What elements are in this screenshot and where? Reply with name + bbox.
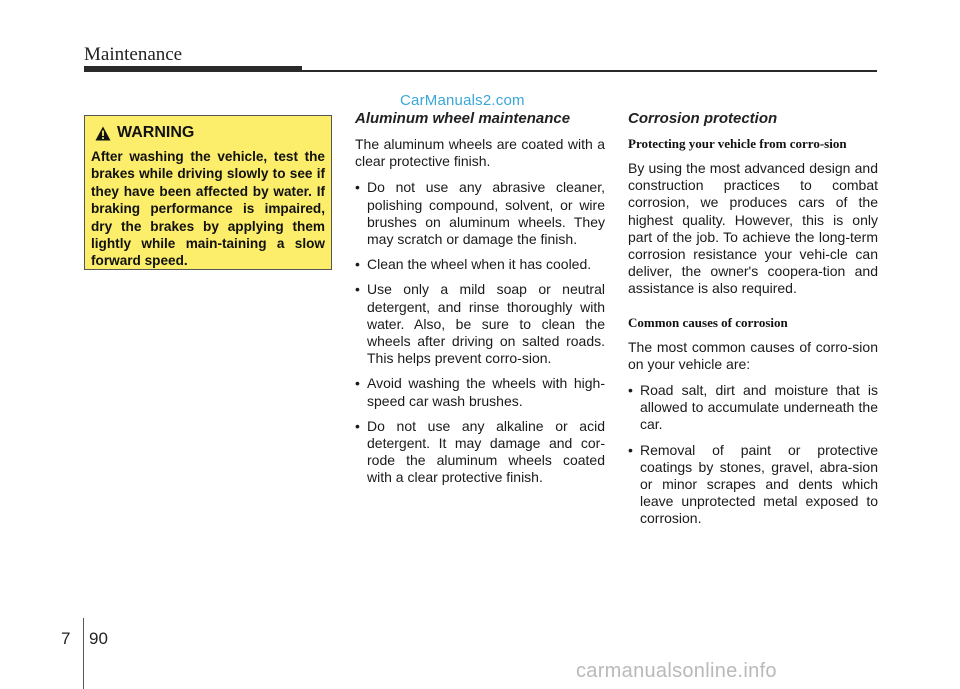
corrosion-subheading-protecting: Protecting your vehicle from corro-sion — [628, 136, 847, 151]
corrosion-section — [628, 110, 878, 536]
warning-title: WARNING — [117, 124, 195, 141]
list-item: • Use only a mild soap or neutral detergent, and rinse thoroughly with water. Also, be sure to clean the wheels after driving on salted roads. This helps prevent corro-sion. — [355, 281, 605, 367]
header-rule-thin — [300, 70, 877, 72]
bullet-text: Road salt, dirt and moisture that is allowed to accumulate underneath the car. — [640, 382, 878, 433]
page-number: 90 — [89, 629, 108, 648]
watermark-bottom: carmanualsonline.info — [576, 660, 777, 682]
aluminum-bullet-list — [355, 179, 605, 486]
corrosion-subheading-causes: Common causes of corrosion — [628, 314, 788, 330]
bullet-text: Do not use any abrasive cleaner, polishing compound, solvent, or wire brushes on aluminum wheels. They may scratch or damage the finish. — [367, 179, 605, 248]
page-number-divider — [83, 618, 84, 689]
corrosion-heading: Corrosion protection — [628, 110, 778, 127]
warning-text: After washing the vehicle, test the brakes while driving slowly to see if they have been affected by water. If braking performance is impaired, dry the brakes by applying them lightly while main-taining a slow forward speed. — [91, 149, 325, 269]
aluminum-wheel-section — [355, 110, 605, 495]
warning-header — [95, 124, 194, 142]
watermark-top: CarManuals2.com — [400, 92, 525, 109]
page-section-title: Maintenance — [84, 44, 183, 65]
warning-box — [84, 115, 332, 270]
aluminum-intro: The aluminum wheels are coated with a clear protective finish. — [355, 136, 605, 170]
bullet-text: Do not use any alkaline or acid detergent. It may damage and cor-rode the aluminum wheels coated with a clear protective finish. — [367, 417, 605, 486]
aluminum-heading: Aluminum wheel maintenance — [355, 110, 571, 127]
chapter-number: 7 — [61, 629, 71, 648]
bullet-text: Removal of paint or protective coatings by stones, gravel, abra-sion or minor scrapes and dents which leave unprotected metal exposed to corrosion. — [640, 441, 878, 527]
bullet-text: Avoid washing the wheels with high-speed car wash brushes. — [367, 375, 605, 409]
list-item: • Removal of paint or protective coatings by stones, gravel, abra-sion or minor scrapes and dents which leave unprotected metal exposed to corrosion. — [628, 441, 878, 527]
list-item: • Do not use any alkaline or acid detergent. It may damage and cor-rode the aluminum wheels coated with a clear protective finish. — [355, 417, 605, 486]
warning-triangle-icon — [95, 126, 111, 141]
corrosion-causes-intro: The most common causes of corro-sion on your vehicle are: — [628, 338, 878, 372]
header-rule-thick — [84, 66, 302, 72]
list-item: • Road salt, dirt and moisture that is allowed to accumulate underneath the car. — [628, 382, 878, 433]
bullet-text: Clean the wheel when it has cooled. — [367, 256, 592, 273]
bullet-text: Use only a mild soap or neutral detergent, and rinse thoroughly with water. Also, be sure to clean the wheels after driving on salted roads. This helps prevent corro-sion. — [367, 281, 605, 367]
list-item: • Do not use any abrasive cleaner, polishing compound, solvent, or wire brushes on aluminum wheels. They may scratch or damage the finish. — [355, 179, 605, 248]
list-item: • Clean the wheel when it has cooled. — [355, 256, 592, 273]
corrosion-bullet-list — [628, 382, 878, 528]
list-item: • Avoid washing the wheels with high-speed car wash brushes. — [355, 375, 605, 409]
corrosion-paragraph: By using the most advanced design and construction practices to combat corrosion, we produces cars of the highest quality. However, this is only part of the job. To achieve the long-term corrosion resistance your vehi-cle can deliver, the owner's coopera-tion and assistance is also required. — [628, 160, 878, 297]
